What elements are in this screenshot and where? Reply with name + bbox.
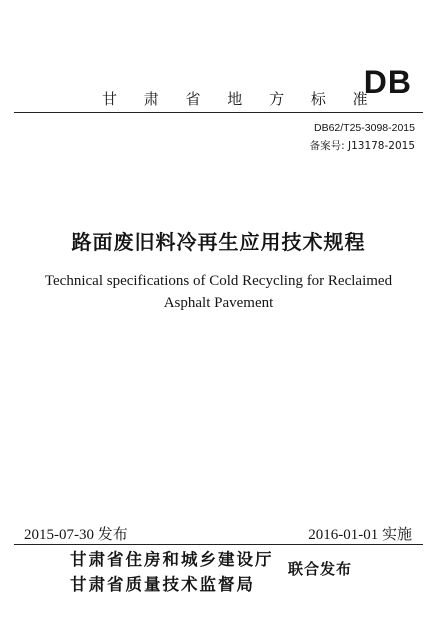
issuer-line-2: 甘肃省质量技术监督局: [70, 575, 255, 594]
db-logo: DB: [363, 64, 412, 100]
filing-number: 备案号: J13178-2015: [309, 140, 415, 152]
header-divider: [14, 112, 423, 113]
english-title-line-2: Asphalt Pavement: [163, 295, 274, 311]
standard-category: 甘 肃 省 地 方 标 准: [102, 90, 379, 108]
issue-date: 2015-07-30 发布: [24, 527, 128, 543]
standard-number: DB62/T25-3098-2015: [314, 122, 415, 134]
implementation-date: 2016-01-01 实施: [308, 527, 412, 543]
document-title-english: [20, 270, 417, 314]
issuer-line-1: 甘肃省住房和城乡建设厅: [70, 550, 274, 569]
document-title-chinese: 路面废旧料冷再生应用技术规程: [71, 230, 366, 254]
joint-issue-label: 联合发布: [288, 560, 353, 578]
footer-divider: [14, 544, 423, 545]
english-title-line-1: Technical specifications of Cold Recycling for Reclaimed: [44, 273, 393, 289]
